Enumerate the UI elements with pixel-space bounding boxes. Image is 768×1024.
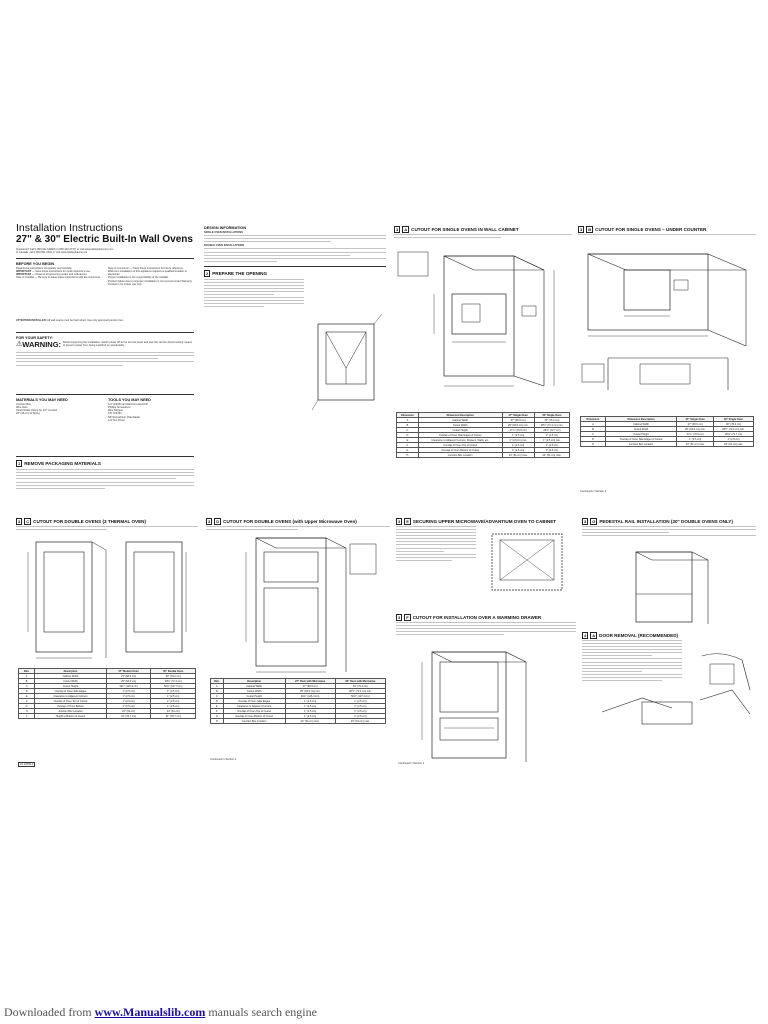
- table-cell: Junction Box Location: [35, 709, 106, 714]
- table-cell: 25" (63.5 cm) min.: [677, 427, 714, 432]
- section-number: 3: [208, 519, 211, 524]
- table-cell: Cutout Width: [418, 423, 502, 428]
- tool-item: Wire Stripper: [108, 409, 124, 413]
- table-row: [19, 714, 196, 719]
- table-row: [397, 453, 570, 458]
- section-title: CUTOUT FOR SINGLE OVENS – UNDER COUNTER: [595, 227, 707, 232]
- table-cell: F: [211, 709, 224, 714]
- product-failure-note: Product failure due to improper installation is not covered under Warranty.: [108, 279, 193, 283]
- table-cell: D: [211, 699, 224, 704]
- section-title: CUTOUT FOR INSTALLATION OVER A WARMING DRAWER: [412, 615, 542, 620]
- table-cell: Overlap of Oven Side Edges of Cutout: [418, 433, 502, 438]
- table-cell: 1" (2.5 cm): [151, 689, 196, 694]
- table-cell: Cutout Height: [35, 684, 106, 689]
- before-begin-heading: BEFORE YOU BEGIN: [16, 262, 55, 267]
- section-number: 3: [584, 519, 587, 524]
- microwave-securing-diagram: [484, 528, 574, 600]
- table-cell: 1" (2.5 cm): [714, 437, 754, 442]
- table-cell: G: [397, 448, 419, 453]
- table-cell: 28½" (72.4 cm) min.: [714, 427, 754, 432]
- table-cell: 24" (61 cm) max.: [677, 442, 714, 447]
- double-oven-install-subheading: DOUBLE OVEN INSTALLATIONS: [204, 244, 245, 248]
- table-cell: B: [211, 689, 224, 694]
- table-cell: A: [19, 674, 35, 679]
- wall-oven-note: Wall oven installation of this appliance requires a qualified installer or electrician.: [108, 270, 188, 277]
- table-cell: Cutout Height: [418, 428, 502, 433]
- table-cell: 1" (2.5 cm): [151, 704, 196, 709]
- note-consumer: Note to Consumer — Keep these instructions for future reference.: [108, 267, 184, 271]
- microwave-dimension-table: [210, 678, 386, 724]
- table-cell: 30" (76.2 cm): [335, 684, 385, 689]
- section-3a-note: [394, 234, 572, 238]
- section-3d-note: [206, 526, 390, 530]
- table-cell: 1" (2.5 cm): [335, 714, 385, 719]
- section-number: 2: [206, 270, 209, 276]
- table-cell: Cutout Height: [605, 432, 677, 437]
- table-cell: 25" (63.5 cm): [106, 679, 151, 684]
- table-cell: 1" (2.5 cm): [534, 443, 569, 448]
- table-cell: F: [19, 699, 35, 704]
- section-3d: [206, 518, 390, 774]
- table-cell: 1" (2.5 cm): [285, 709, 335, 714]
- section-3b: [578, 226, 756, 506]
- table-cell: 31" (78.7 cm): [151, 714, 196, 719]
- section-3b-note: [578, 234, 756, 235]
- section-number: 3: [398, 519, 401, 524]
- table-cell: 1" (2.5 cm): [335, 709, 385, 714]
- before-begin-intro: Read these instructions completely and carefully.: [16, 267, 73, 271]
- table-cell: 27¾" (70.5 cm): [677, 432, 714, 437]
- table-cell: Clearance to Adjacent Corners: [223, 704, 285, 709]
- section-3c-note: [16, 526, 198, 530]
- table-cell: C: [581, 432, 606, 437]
- continued-note: Continued in Section 4: [580, 490, 607, 493]
- section-letter: G: [592, 519, 596, 524]
- section-number: 4: [584, 633, 587, 638]
- section-title: PEDESTAL RAIL INSTALLATION (30" DOUBLE OVENS ONLY): [599, 519, 733, 524]
- table-cell: Overlap of Oven Top of Cutout: [35, 699, 106, 704]
- table-cell: 24" (61 cm) max.: [335, 719, 385, 724]
- table-header: Dim.: [211, 679, 224, 684]
- table-cell: 1" (2.5 cm): [151, 699, 196, 704]
- table-header: 27" Single Oven: [677, 417, 714, 422]
- under-counter-dimension-table: [580, 416, 754, 447]
- table-cell: 25" (63.5 cm) min.: [285, 689, 335, 694]
- table-cell: 27" (68.6 cm): [106, 674, 151, 679]
- table-cell: E: [19, 694, 35, 699]
- important-text-2: — Observe all governing codes and ordinances.: [31, 273, 88, 277]
- table-cell: Cutout Width: [223, 689, 285, 694]
- table-cell: 27¾" (70.5 cm): [502, 428, 534, 433]
- section-letter: B: [588, 227, 592, 232]
- table-cell: G: [19, 704, 35, 709]
- table-cell: Overlap of Oven Bottom of Cutout: [418, 448, 502, 453]
- under-counter-diagram: [578, 240, 756, 400]
- tool-item: 5/8 Screwdriver (Flat-blade): [108, 415, 141, 419]
- tool-item: Phillips Screwdriver: [108, 406, 131, 410]
- table-cell: Clearance to Adjacent Corners: [35, 694, 106, 699]
- warning-triangle-icon: ⚠: [16, 341, 23, 349]
- important-text-1: — Save these instructions for local inspector's use.: [31, 270, 91, 274]
- section-letter: E: [406, 519, 409, 524]
- opening-diagram: [304, 306, 384, 416]
- section-letter: A: [592, 633, 596, 638]
- table-cell: C: [211, 694, 224, 699]
- table-cell: Height to Bottom of Cutout: [35, 714, 106, 719]
- installation-sheet: [16, 222, 756, 774]
- tools-heading: TOOLS YOU MAY NEED: [108, 398, 151, 403]
- tool-item: 1/4" Nut Driver: [108, 418, 125, 422]
- table-cell: 1" (2.5 cm): [534, 448, 569, 453]
- section-3a: [394, 226, 572, 506]
- part-number: 31-10669-1: [20, 763, 34, 766]
- table-cell: Cabinet Width: [605, 422, 677, 427]
- table-cell: 1" (2.5 cm): [677, 437, 714, 442]
- before-begin-box: [16, 258, 194, 332]
- table-header: Dimension: [581, 417, 606, 422]
- table-cell: Overlap of Oven Bottom: [35, 704, 106, 709]
- double-oven-install-body: [204, 248, 386, 261]
- attention-label: ATTENTION INSTALLER:: [16, 319, 47, 323]
- table-header: 30" Single Oven: [714, 417, 754, 422]
- table-cell: 27" (68.6 cm): [677, 422, 714, 427]
- table-cell: 1" (2.5 cm): [106, 704, 151, 709]
- single-oven-cabinet-diagram: [394, 246, 572, 396]
- table-cell: Cutout Height: [223, 694, 285, 699]
- remove-packaging-body: [16, 469, 194, 488]
- section-3c: [16, 518, 198, 774]
- table-cell: 1" (2.5 cm): [335, 704, 385, 709]
- important-label-2: IMPORTANT: [16, 273, 32, 277]
- table-cell: B: [19, 679, 35, 684]
- table-cell: 24" (61 cm) max.: [502, 453, 534, 458]
- table-cell: 24" (61 cm) max.: [534, 453, 569, 458]
- section-letter: C: [26, 519, 30, 524]
- table-cell: 1" (2.5 cm): [502, 448, 534, 453]
- section-3e-body: [396, 526, 476, 561]
- table-cell: 1" (2.5 cm): [502, 443, 534, 448]
- table-cell: H: [397, 453, 419, 458]
- table-cell: 1" (2.5 cm): [106, 694, 151, 699]
- microwave-cabinet-diagram: [206, 534, 390, 674]
- table-cell: 24" (61 cm): [106, 709, 151, 714]
- table-cell: H: [211, 719, 224, 724]
- table-header: Dimension Description: [418, 413, 502, 418]
- canada-line: In Canada, call 1.800.561.3344 or visit www.GEAppliances.ca: [16, 251, 88, 255]
- section-3g: [582, 518, 756, 626]
- prepare-opening-body: [204, 279, 304, 308]
- table-cell: G: [211, 714, 224, 719]
- single-oven-dimension-table: [396, 412, 570, 458]
- note-installer: Note to Installer — Be sure to leave these instructions with the Consumer.: [16, 276, 101, 280]
- continued-note: Continued in Section 4: [398, 762, 425, 765]
- door-removal-diagram: [582, 650, 756, 730]
- section-number: 3: [18, 519, 21, 524]
- safety-box: [16, 332, 194, 394]
- table-cell: 1" (2.5 cm) min.: [502, 438, 534, 443]
- section-title: REMOVE PACKAGING MATERIALS: [24, 461, 101, 467]
- double-oven-dimension-table: [18, 668, 196, 719]
- table-cell: 27" (68.6 cm): [502, 418, 534, 423]
- column-design: [204, 226, 386, 506]
- table-cell: A: [397, 418, 419, 423]
- table-cell: Overlap of Oven Side Edges: [35, 689, 106, 694]
- table-cell: 1" (2.5 cm): [285, 714, 335, 719]
- table-header: Dim.: [19, 669, 35, 674]
- safety-heading: FOR YOUR SAFETY:: [16, 336, 53, 341]
- manualslib-link[interactable]: www.Manualslib.com: [94, 1005, 206, 1019]
- table-cell: E: [397, 438, 419, 443]
- table-cell: 28½" (72.4 cm) min.: [534, 423, 569, 428]
- table-cell: 1" (2.5 cm): [534, 433, 569, 438]
- table-cell: Cutout Width: [605, 427, 677, 432]
- questions-line: Questions? Call 1.800.GE.CARES (1.800.432.2737) or visit www.GEAppliances.com: [16, 248, 114, 251]
- table-cell: 24" (61 cm) max.: [285, 719, 335, 724]
- table-row: [211, 719, 386, 724]
- section-number: 3: [398, 615, 401, 620]
- warming-drawer-diagram: [396, 648, 576, 766]
- warning-text: Before beginning the installation, switch power off at the service panel and lock the service disconnecting means to prevent power from being switched on accidentally.: [63, 341, 192, 348]
- table-cell: H: [19, 709, 35, 714]
- section-number: 3: [396, 227, 399, 232]
- section-3g-body: [582, 526, 756, 536]
- section-letter: F: [406, 615, 409, 620]
- table-cell: 28⅝" (72.7 cm): [534, 428, 569, 433]
- table-cell: 1" (2.5 cm): [106, 699, 151, 704]
- table-header: Dimension: [397, 413, 419, 418]
- download-footer: [4, 1005, 317, 1020]
- table-cell: 1" (2.5 cm): [151, 694, 196, 699]
- table-cell: 27" (68.6 cm): [285, 684, 335, 689]
- table-cell: 1" (2.5 cm) min.: [534, 438, 569, 443]
- table-header: 27" Oven with Microwave: [285, 679, 335, 684]
- table-cell: A: [581, 422, 606, 427]
- table-cell: 1" (2.5 cm): [502, 433, 534, 438]
- pedestal-rail-diagram: [582, 548, 756, 624]
- table-cell: 1" (2.5 cm): [106, 689, 151, 694]
- table-cell: 28⅝" (72.7 cm): [714, 432, 754, 437]
- table-cell: 30" (76.2 cm): [714, 422, 754, 427]
- table-row: [581, 442, 754, 447]
- table-cell: Overlap of Oven Side Edges: [223, 699, 285, 704]
- table-cell: C: [19, 684, 35, 689]
- table-cell: Cabinet Width: [223, 684, 285, 689]
- single-oven-install-body: [204, 235, 386, 242]
- table-cell: D: [581, 437, 606, 442]
- footer-suffix: manuals search engine: [205, 1005, 317, 1019]
- table-cell: 24" (61 cm): [151, 709, 196, 714]
- table-cell: Overlap of Oven Bottom of Cutout: [223, 714, 285, 719]
- table-header: 30" Single Oven: [534, 413, 569, 418]
- safety-body-lines: [16, 352, 194, 365]
- materials-tools-box: [16, 394, 194, 456]
- materials-heading: MATERIALS YOU MAY NEED: [16, 398, 68, 403]
- table-header: 27" Models Oven: [106, 669, 151, 674]
- section-title: CUTOUT FOR DOUBLE OVENS (with Upper Microwave Oven): [223, 519, 357, 524]
- table-header: Description: [35, 669, 106, 674]
- table-cell: 1" (2.5 cm): [285, 699, 335, 704]
- table-cell: B: [397, 423, 419, 428]
- table-cell: Junction Box Location: [605, 442, 677, 447]
- table-cell: Cabinet Width: [35, 674, 106, 679]
- section-3f: [396, 614, 576, 774]
- table-cell: A: [211, 684, 224, 689]
- table-header: Dimension Description: [605, 417, 677, 422]
- section-title: CUTOUT FOR DOUBLE OVENS (3 THERMAL OVEN): [33, 519, 147, 524]
- table-cell: Junction Box Location: [418, 453, 502, 458]
- table-cell: Cutout Width: [35, 679, 106, 684]
- table-cell: H: [581, 442, 606, 447]
- important-label-1: IMPORTANT: [16, 270, 32, 274]
- proper-install-note: Proper installation is the responsibility of the installer.: [108, 276, 169, 280]
- table-cell: 1" (2.5 cm): [285, 704, 335, 709]
- section-title: PREPARE THE OPENING: [212, 270, 268, 276]
- material-item: Wire Nuts: [16, 406, 28, 410]
- page-subtitle: 27" & 30" Electric Built-In Wall Ovens: [16, 234, 193, 245]
- table-cell: 50⅛" (127.3 cm): [335, 694, 385, 699]
- page-title: Installation Instructions: [16, 222, 123, 234]
- section-title: SECURING UPPER MICROWAVE/ADVANTIUM OVEN TO CABINET: [412, 519, 557, 524]
- section-remove-packaging: [16, 456, 194, 510]
- table-cell: Cabinet Width: [418, 418, 502, 423]
- table-cell: 49¾" (126.4 cm): [285, 694, 335, 699]
- table-cell: 24" (61 cm) max.: [714, 442, 754, 447]
- table-header: 30" Oven with Microwave: [335, 679, 385, 684]
- design-info-heading: DESIGN INFORMATION: [204, 226, 247, 230]
- section-title: CUTOUT FOR SINGLE OVENS IN WALL CABINET: [411, 227, 519, 232]
- table-cell: 28½" (72.4 cm) min.: [335, 689, 385, 694]
- section-prepare-opening: [204, 266, 386, 308]
- footer-prefix: Downloaded from: [4, 1005, 95, 1019]
- table-header: Description: [223, 679, 285, 684]
- section-letter: D: [216, 519, 220, 524]
- table-cell: 30" (76.2 cm): [151, 674, 196, 679]
- table-cell: B: [581, 427, 606, 432]
- section-number: 1: [18, 461, 21, 467]
- table-cell: Junction Box Location: [223, 719, 285, 724]
- material-item: Junction Box: [16, 403, 31, 407]
- table-header: 30" Double Oven: [151, 669, 196, 674]
- table-cell: 1" (2.5 cm): [335, 699, 385, 704]
- table-cell: D: [19, 689, 35, 694]
- table-cell: 30" (76.2 cm): [534, 418, 569, 423]
- section-letter: A: [404, 227, 408, 232]
- section-3f-body: [396, 622, 576, 635]
- table-cell: C: [397, 428, 419, 433]
- indoor-use-note: Product is for indoor use only.: [108, 282, 143, 286]
- table-cell: E: [211, 704, 224, 709]
- table-cell: 31" (78.7 cm): [106, 714, 151, 719]
- table-cell: 50⅛" (127.3 cm): [151, 684, 196, 689]
- double-oven-cabinet-diagram: [16, 534, 198, 664]
- section-4a: [582, 632, 756, 774]
- table-cell: J: [19, 714, 35, 719]
- table-cell: D: [397, 433, 419, 438]
- table-cell: Overlap of Oven Top of Cutout: [223, 709, 285, 714]
- table-cell: Overlap of Oven Top of Cutout: [418, 443, 502, 448]
- material-item: 18" (45 cm) of String: [16, 412, 40, 416]
- table-cell: F: [397, 443, 419, 448]
- material-item: Strain Relief Clamp for 1/2" Conduit: [16, 409, 57, 413]
- tool-item: 1/4" Drill Bit and Electric Hand Drill: [108, 403, 148, 407]
- warning-label: WARNING:: [22, 340, 62, 350]
- table-cell: Clearance to Adjacent Corners, Drawers, Walls, etc.: [418, 438, 502, 443]
- section-3e: [396, 518, 576, 608]
- section-number: 3: [580, 227, 583, 232]
- table-cell: Overlap of Oven Side Edges of Cutout: [605, 437, 677, 442]
- tool-item: 1/8" Drill Bit: [108, 412, 122, 416]
- attention-text: All wall ovens must be hard wired. Use only approved junction box.: [47, 319, 125, 323]
- table-cell: 28½" (72.4 cm): [151, 679, 196, 684]
- table-cell: 25" (63.5 cm) min.: [502, 423, 534, 428]
- table-header: 27" Single Oven: [502, 413, 534, 418]
- continued-note: Continued in Section 4: [210, 758, 237, 761]
- table-cell: 49¾" (126.4 cm): [106, 684, 151, 689]
- single-oven-install-subheading: SINGLE OVEN INSTALLATIONS: [204, 231, 243, 234]
- section-title: DOOR REMOVAL (RECOMMENDED): [599, 633, 679, 638]
